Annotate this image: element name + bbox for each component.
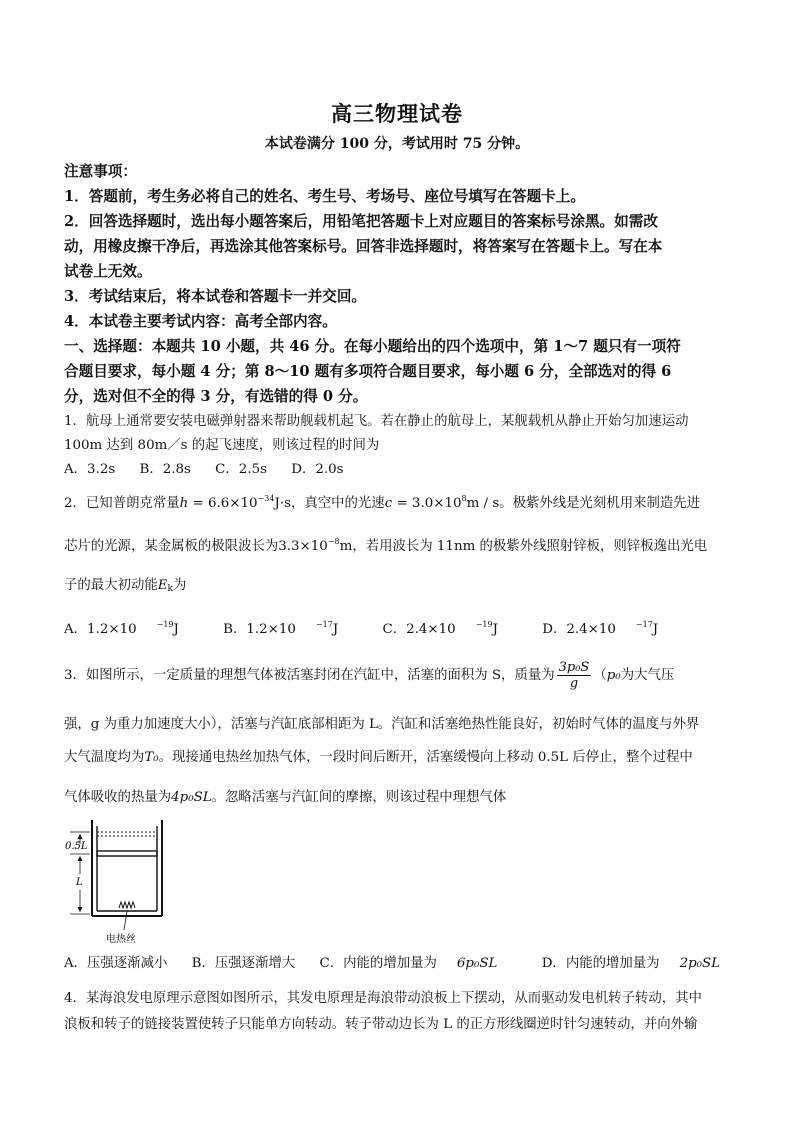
mass-fraction: $\frac{\text{3p₀S}}{g}$: [558, 660, 590, 691]
note-line: 动，用橡皮擦干净后，再选涂其他答案标号。回答非选择题时，将答案写在答题卡上。写在本: [64, 238, 663, 255]
exam-subtitle: 本试卷满分 100 分，考试用时 75 分钟。: [264, 136, 530, 152]
q2-options: [64, 618, 698, 637]
q1-text: 100m 达到 80m／s 的起飞速度，则该过程的时间为: [64, 438, 380, 453]
note-line: 2．回答选择题时，选出每小题答案后，用铅笔把答题卡上对应题目的答案标号涂黑。如需改: [64, 213, 658, 230]
q3-text: 强，g 为重力加速度大小），活塞与汽缸底部相距为 L。汽缸和活塞绝热性能良好，初始时气体的温度与外界: [64, 717, 700, 732]
q3-option-a: A．压强逐渐减小: [64, 956, 168, 971]
q1-option-a: A．3.2s: [64, 462, 116, 477]
q3-text: 气体吸收的热量为4p₀SL。忽略活塞与汽缸间的摩擦，则该过程中理想气体: [64, 790, 507, 805]
cylinder-diagram: [62, 818, 182, 948]
q3-option-b: B．压强逐渐增大: [191, 956, 296, 971]
q1-option-d: D．2.0s: [291, 462, 344, 477]
note-line: 1．答题前，考生务必将自己的姓名、考生号、考场号、座位号填写在答题卡上。: [64, 188, 585, 205]
q1-option-b: B．2.8s: [139, 462, 191, 477]
note-line: 试卷上无效。: [64, 263, 152, 280]
q3-text: 3．如图所示，一定质量的理想气体被活塞封闭在汽缸中，活塞的面积为 S，质量为 $\frac{\text{3p₀S}}{g}$ （p₀为大气压: [64, 660, 675, 691]
q2-option-d: D．2.4×10 $^{-17}$J: [542, 620, 659, 637]
q2-text: 2．已知普朗克常量$h = 6.6\times 10^{-34}J\cdot s$，真空中的光速$c = 3.0\times 10^8m / s$。极紫外线是光刻机用来制造先进: [64, 494, 701, 511]
q2-text: 子的最大初动能$E_k$为: [64, 578, 187, 594]
section-instructions: 一、选择题：本题共 10 小题，共 46 分。在每小题给出的四个选项中，第 1～7 题只有一项符: [64, 338, 681, 355]
q3-options: [64, 952, 760, 971]
q2-text: 芯片的光源，某金属板的极限波长为$3.3\times 10^{-8}m$，若用波长为 11nm 的极紫外线照射锌板，则锌板逸出光电: [64, 537, 708, 554]
q4-text: 4．某海浪发电原理示意图如图所示，其发电原理是海浪带动浪板上下摆动，从而驱动发电机转子转动，其中: [64, 991, 702, 1006]
q2-option-b: B．1.2×10 $^{-17}$J: [223, 620, 339, 637]
note-line: 3．考试结束后，将本试卷和答题卡一并交回。: [64, 288, 367, 305]
section-instructions: 分，选对但不全的得 3 分，有选错的得 0 分。: [64, 388, 368, 405]
q2-option-a: A．1.2×10 $^{-19}$J: [64, 620, 179, 637]
heater-wire: [119, 902, 135, 908]
q4-text: 浪板和转子的链接装置使转子只能单方向转动。转子带动边长为 L 的正方形线圈逆时针匀速转动，并向外输: [64, 1017, 698, 1032]
notes-heading: 注意事项：: [64, 163, 137, 180]
q3-text: 大气温度均为T₀。现接通电热丝加热气体，一段时间后断开，活塞缓慢向上移动 0.5L 后停止，整个过程中: [64, 750, 693, 765]
q2-option-c: C．2.4×10 $^{-19}$J: [382, 620, 498, 637]
q1-option-c: C．2.5s: [215, 462, 267, 477]
label-05L: 0.5L: [65, 841, 88, 852]
q1-text: 1．航母上通常要安装电磁弹射器来帮助舰载机起飞。若在静止的航母上，某舰载机从静止开始匀加速运动: [64, 414, 689, 429]
q3-option-c: C．内能的增加量为 6p₀SL: [319, 956, 498, 971]
label-L: L: [76, 877, 83, 888]
q3-option-d: D．内能的增加量为 2p₀SL: [541, 956, 721, 971]
section-instructions: 合题目要求，每小题 4 分；第 8～10 题有多项符合题目要求，每小题 6 分，全部选对的得 6: [64, 363, 672, 380]
note-line: 4．本试卷主要考试内容：高考全部内容。: [64, 313, 337, 330]
label-heater: 电热丝: [106, 934, 136, 945]
piston: [97, 851, 157, 856]
exam-title: 高三物理试卷: [331, 101, 463, 126]
q1-options: [64, 458, 364, 477]
